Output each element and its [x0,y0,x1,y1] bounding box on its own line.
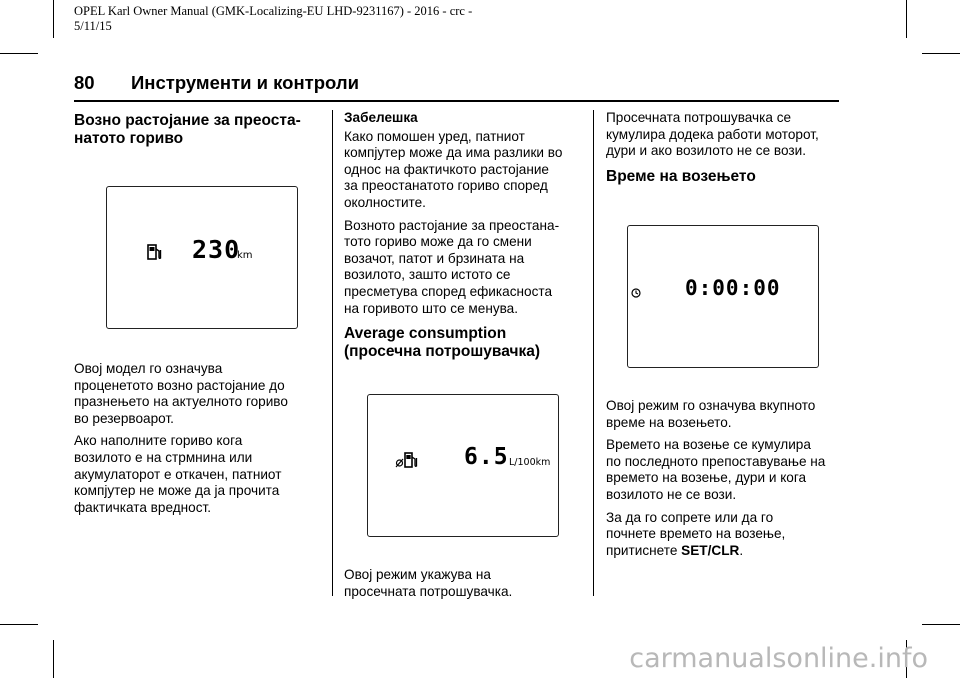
page-title: Инструменти и контроли [131,72,359,93]
text-line: Овој модел го означува [74,361,223,376]
text-line: возачот, патот и брзината на [344,250,525,266]
text-line: дури и ако возилото не се вози. [606,143,806,159]
text-line: Ако наполните гориво кога [74,433,243,449]
fuel-pump-icon [147,243,163,261]
text-line: проценетото возно растојание до [74,377,285,393]
text-line: акумулаторот е откачен, патниот [74,466,282,482]
accumulation-text [606,110,850,160]
driving-time-value: 0:00:00 [685,276,781,300]
text-line: Возното растојание за преостана- [344,217,560,233]
range-heading-line2: натото гориво [74,130,184,147]
crop-mark [53,640,54,678]
column-3-body [606,398,850,565]
driving-time-display [627,225,819,368]
text-line: околностите. [344,194,426,210]
clock-icon [631,288,641,298]
driving-time-heading: Време на возењето [606,167,756,185]
text-line: просечната потрошувачка. [344,583,513,599]
header-doc-line: OPEL Karl Owner Manual (GMK-Localizing-EU LHD-9231167) - 2016 - crc - [74,4,473,18]
column-1-body [74,361,326,522]
average-consumption-text [344,567,590,600]
range-variability-text [344,218,590,318]
set-clr-key: SET/CLR [681,542,740,558]
text-line: возилото е на стрмнина или [74,449,253,465]
note-text [344,129,590,212]
driving-time-reset [606,510,850,560]
range-heading [74,112,326,148]
text-line: Како помошен уред, патниот [344,128,525,144]
text-line: притиснете [606,542,678,558]
average-consumption-display [367,394,559,537]
column-1 [74,112,326,154]
range-description [74,361,326,427]
average-consumption-unit: L/100km [509,457,551,468]
text-line: Овој режим укажува на [344,567,491,582]
crop-mark [906,0,907,38]
range-value: 230 [192,235,241,264]
text-line: Времето на возење се кумулира [606,437,811,453]
driving-time-description [606,398,850,431]
watermark: carmanualsonline.info [629,643,928,674]
text-line: пресметува според ефикасноста [344,283,553,299]
text-line: Овој режим го означува вкупното [606,398,816,413]
text-line: компјутер не може да ја прочита [74,483,280,499]
column-2-body [344,567,590,606]
text-line: Просечната потрошувачка се [606,110,792,125]
range-warning [74,433,326,516]
crop-mark [53,0,54,38]
text-line: по последното препоставување на [606,453,826,469]
text-line: времето на возење, дури и кога [606,470,807,486]
column-divider [332,110,333,596]
note-label: Забелешка [344,110,418,125]
crop-mark [0,624,38,625]
text-line: почнете времето на возење, [606,526,786,542]
text-line: кумулира додека работи моторот, [606,126,819,142]
column-3 [606,110,850,192]
average-consumption-heading [344,325,590,361]
text-line: на горивото што се менува. [344,300,519,316]
text-line: . [739,542,744,558]
crop-mark [0,53,38,54]
document-header [74,4,514,34]
range-heading-line1: Возно растојание за преоста- [74,112,301,129]
column-divider [593,110,594,596]
header-date-line: 5/11/15 [74,19,112,33]
text-line: време на возењето. [606,414,732,430]
avg-heading-line1: Average consumption [344,325,507,343]
average-fuel-icon [395,451,419,469]
text-line: За да го сопрете или да го [606,509,774,525]
range-unit: km [237,250,253,261]
text-line: однос на фактичкото растојание [344,161,549,177]
text-line: компјутер може да има разлики во [344,145,563,161]
text-line: возилото, зашто истото се [344,267,511,283]
text-line: празнењето на актуелното гориво [74,394,288,410]
page-number: 80 [74,72,95,93]
range-display [106,186,298,329]
column-2 [344,110,590,367]
average-consumption-value: 6.5 [464,444,509,470]
text-line: тото гориво може да го смени [344,234,532,250]
avg-heading-line2: (просечна потрошувачка) [344,343,541,361]
crop-mark [922,53,960,54]
text-line: возилото не се вози. [606,486,737,502]
text-line: фактичката вредност. [74,499,211,515]
driving-time-accumulation [606,437,850,503]
crop-mark [922,624,960,625]
text-line: за преостанатото гориво според [344,178,548,194]
title-rule [74,100,839,102]
text-line: во резервоарот. [74,410,174,426]
